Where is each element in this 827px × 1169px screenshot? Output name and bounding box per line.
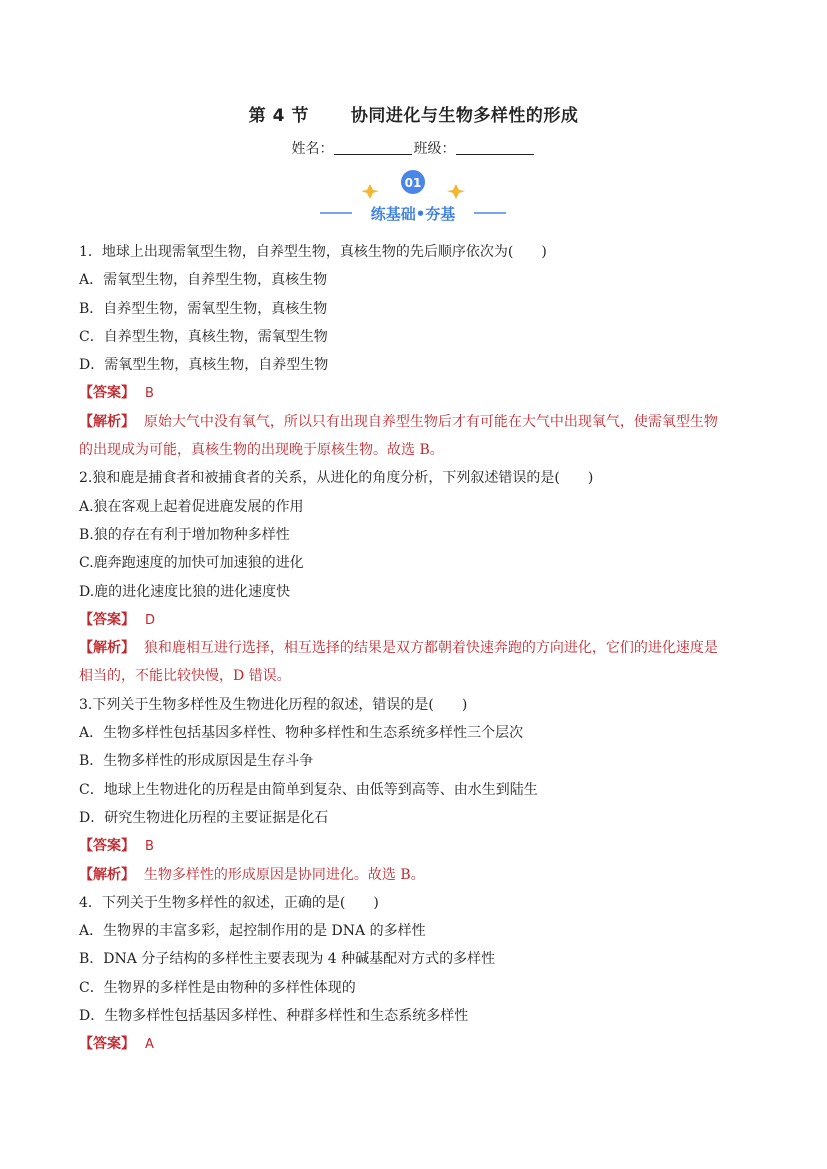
option-c: C.鹿奔跑速度的加快可加速狼的进化 xyxy=(79,555,304,572)
question-4 xyxy=(79,889,759,1059)
option-d: D.鹿的进化速度比狼的进化速度快 xyxy=(79,583,291,600)
question-2 xyxy=(79,464,759,690)
option-d: D．需氧型生物，真核生物，自养型生物 xyxy=(79,357,329,374)
explanation-label: 【解析】 xyxy=(79,413,135,430)
student-info-line xyxy=(0,138,827,158)
explanation-continued: 的出现成为可能，真核生物的出现晚于原核生物。故选 B。 xyxy=(79,442,444,459)
answer-label: 【答案】 xyxy=(79,838,135,855)
option-a: A.狼在客观上起着促进鹿发展的作用 xyxy=(79,498,304,515)
answer-value: B xyxy=(145,386,154,402)
question-stem: 3.下列关于生物多样性及生物进化历程的叙述，错误的是( ) xyxy=(79,696,468,713)
option-b: B．生物多样性的形成原因是生存斗争 xyxy=(79,753,314,770)
option-a: A．生物界的丰富多彩，起控制作用的是 DNA 的多样性 xyxy=(79,923,426,940)
banner-text: 练基础•夯基 xyxy=(370,205,456,223)
explanation-row xyxy=(79,634,759,662)
answer-label: 【答案】 xyxy=(79,1036,135,1053)
answer-value: D xyxy=(145,612,156,628)
answer-row xyxy=(79,832,759,860)
option-c: C．自养型生物，真核生物，需氧型生物 xyxy=(79,328,328,345)
answer-value: B xyxy=(145,839,154,855)
question-1 xyxy=(79,238,759,464)
class-field[interactable] xyxy=(456,142,534,155)
option-b: B.狼的存在有利于增加物种多样性 xyxy=(79,526,290,543)
option-a: A．生物多样性包括基因多样性、物种多样性和生态系统多样性三个层次 xyxy=(79,725,524,742)
answer-label: 【答案】 xyxy=(79,385,135,402)
explanation-text: 原始大气中没有氧气，所以只有出现自养型生物后才有可能在大气中出现氧气，使需氧型生物 xyxy=(143,413,718,430)
option-b: B．DNA 分子结构的多样性主要表现为 4 种碱基配对方式的多样性 xyxy=(79,951,496,968)
explanation-text: 生物多样性的形成原因是协同进化。故选 B。 xyxy=(143,866,425,883)
answer-label: 【答案】 xyxy=(79,611,135,628)
section-title: 协同进化与生物多样性的形成 xyxy=(350,106,579,126)
name-label: 姓名： xyxy=(291,141,334,157)
explanation-row xyxy=(79,861,759,889)
name-field[interactable] xyxy=(334,142,412,155)
option-c: C．地球上生物进化的历程是由简单到复杂、由低等到高等、由水生到陆生 xyxy=(79,781,538,798)
explanation-label: 【解析】 xyxy=(79,640,135,657)
option-c: C．生物界的多样性是由物种的多样性体现的 xyxy=(79,979,356,996)
question-stem: 1．地球上出现需氧型生物，自养型生物，真核生物的先后顺序依次为( ) xyxy=(79,244,547,260)
page-title xyxy=(0,101,827,126)
section-number: 第 4 节 xyxy=(248,106,309,126)
questions-content xyxy=(79,238,759,1059)
badge-number: 01 xyxy=(404,176,422,190)
explanation-label: 【解析】 xyxy=(79,866,135,883)
answer-value: A xyxy=(145,1037,154,1053)
option-a: A．需氧型生物，自养型生物，真核生物 xyxy=(79,272,328,289)
question-stem: 4．下列关于生物多样性的叙述，正确的是( ) xyxy=(79,894,379,911)
explanation-text: 狼和鹿相互进行选择，相互选择的结果是双方都朝着快速奔跑的方向进化，它们的进化速度是 xyxy=(143,640,718,657)
option-d: D．生物多样性包括基因多样性、种群多样性和生态系统多样性 xyxy=(79,1008,469,1025)
explanation-row xyxy=(79,408,759,436)
section-banner xyxy=(318,168,508,228)
question-stem: 2.狼和鹿是捕食者和被捕食者的关系，从进化的角度分析，下列叙述错误的是( ) xyxy=(79,470,594,487)
answer-row xyxy=(79,1030,759,1058)
explanation-continued: 相当的，不能比较快慢，D 错误。 xyxy=(79,668,291,685)
option-d: D．研究生物进化历程的主要证据是化石 xyxy=(79,809,329,826)
class-label: 班级： xyxy=(413,141,456,157)
answer-row xyxy=(79,606,759,634)
star-right-icon xyxy=(447,184,465,199)
answer-row xyxy=(79,379,759,407)
star-left-icon xyxy=(361,184,379,199)
option-b: B．自养型生物，需氧型生物，真核生物 xyxy=(79,300,328,317)
question-3 xyxy=(79,691,759,889)
